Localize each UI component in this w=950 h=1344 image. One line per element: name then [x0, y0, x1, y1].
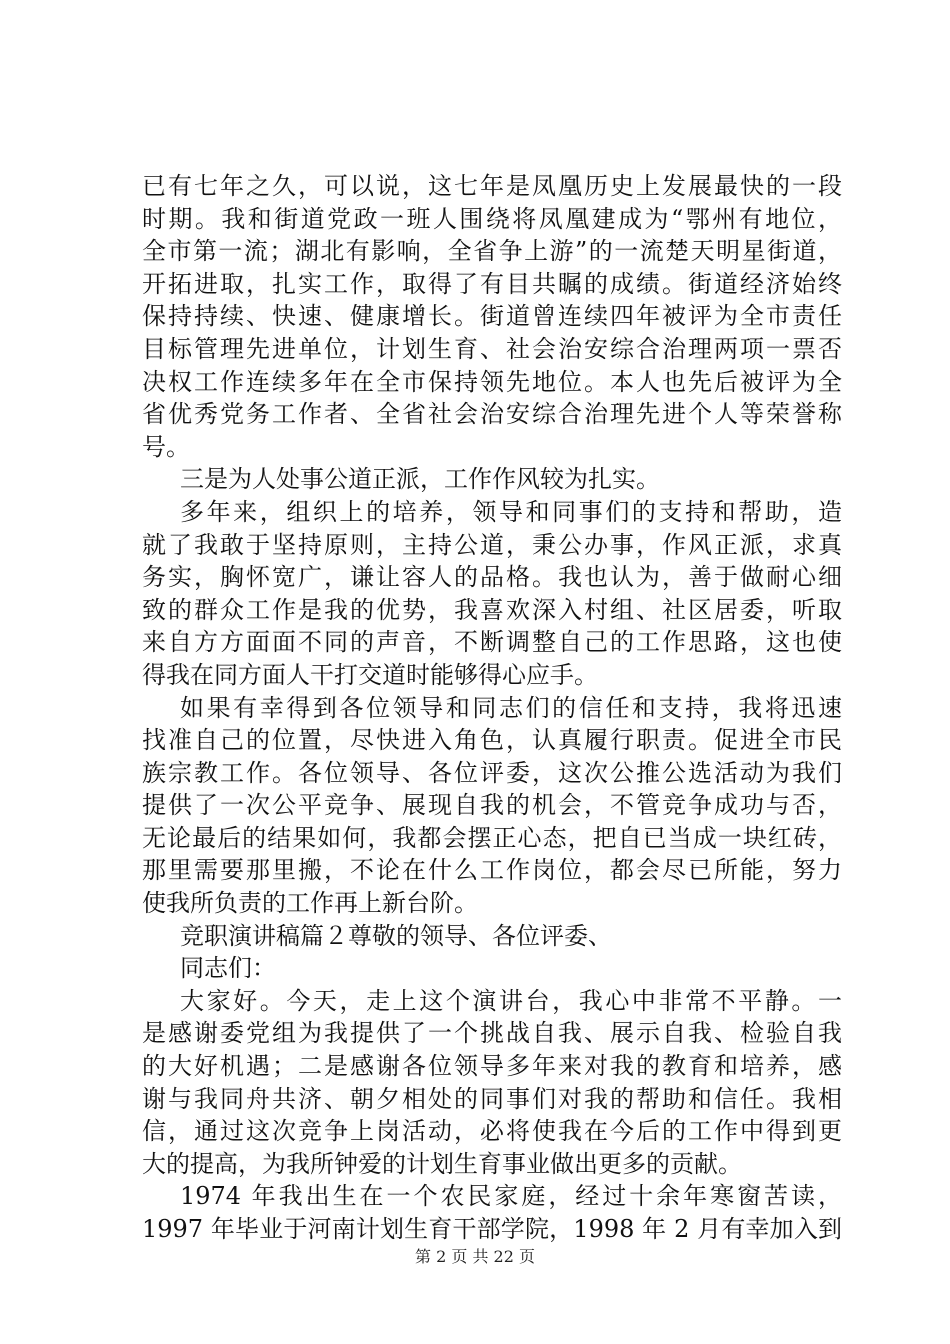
text-line: 省优秀党务工作者、全省社会治安综合治理先进个人等荣誉称 — [142, 400, 842, 429]
text-line: 那里需要那里搬，不论在什么工作岗位，都会尽已所能，努力 — [142, 856, 842, 885]
text-line: 的大好机遇；二是感谢各位领导多年来对我的教育和培养，感 — [142, 1052, 842, 1081]
text-line: 1997 年毕业于河南计划生育干部学院，1998 年 2 月有幸加入到 — [142, 1215, 842, 1243]
text-line: 信，通过这次竞争上岗活动，必将使我在今后的工作中得到更 — [142, 1117, 842, 1146]
page-number-footer: 第 2 页 共 22 页 — [415, 1247, 535, 1266]
text-line: 找准自己的位置，尽快进入角色，认真履行职责。促进全市民 — [142, 726, 842, 755]
text-line: 是感谢委党组为我提供了一个挑战自我、展示自我、检验自我 — [142, 1019, 842, 1048]
section-heading: 三是为人处事公道正派，工作作风较为扎实。 — [180, 465, 660, 494]
salutation: 同志们： — [180, 954, 276, 983]
text-line: 多年来，组织上的培养，领导和同事们的支持和帮助，造 — [180, 497, 842, 526]
text-line: 决权工作连续多年在全市保持领先地位。本人也先后被评为全 — [142, 367, 842, 396]
text-line: 开拓进取，扎实工作，取得了有目共瞩的成绩。街道经济始终 — [142, 269, 842, 298]
text-line: 致的群众工作是我的优势，我喜欢深入村组、社区居委，听取 — [142, 595, 842, 624]
text-line: 务实，胸怀宽广，谦让容人的品格。我也认为，善于做耐心细 — [142, 563, 842, 592]
text-line: 如果有幸得到各位领导和同志们的信任和支持，我将迅速 — [180, 693, 842, 722]
text-line: 来自方方面面不同的声音，不断调整自己的工作思路，这也使 — [142, 628, 842, 657]
text-line: 1974 年我出生在一个农民家庭，经过十余年寒窗苦读， — [180, 1182, 842, 1211]
text-line: 得我在同方面人干打交道时能够得心应手。 — [142, 660, 598, 689]
body-text — [142, 170, 842, 1246]
text-line: 使我所负责的工作再上新台阶。 — [142, 889, 478, 918]
text-line: 时期。我和街道党政一班人围绕将凤凰建成为“鄂州有地位， — [142, 204, 842, 233]
text-line: 号。 — [142, 432, 190, 461]
text-line: 已有七年之久，可以说，这七年是凤凰历史上发展最快的一段 — [142, 172, 842, 200]
text-line: 保持持续、快速、健康增长。街道曾连续四年被评为全市责任 — [142, 302, 842, 331]
text-line: 大的提高，为我所钟爱的计划生育事业做出更多的贡献。 — [142, 1149, 742, 1178]
text-line: 大家好。今天，走上这个演讲台，我心中非常不平静。一 — [180, 986, 842, 1015]
text-line: 就了我敢于坚持原则，主持公道，秉公办事，作风正派，求真 — [142, 530, 842, 559]
section-heading: 竞职演讲稿篇２尊敬的领导、各位评委、 — [180, 921, 612, 950]
text-line: 目标管理先进单位，计划生育、社会治安综合治理两项一票否 — [142, 334, 842, 363]
text-line: 谢与我同舟共济、朝夕相处的同事们对我的帮助和信任。我相 — [142, 1084, 842, 1113]
text-line: 全市第一流；湖北有影响，全省争上游”的一流楚天明星街道， — [142, 237, 842, 266]
text-line: 族宗教工作。各位领导、各位评委，这次公推公选活动为我们 — [142, 758, 842, 787]
text-line: 提供了一次公平竞争、展现自我的机会，不管竞争成功与否， — [142, 791, 842, 820]
text-line: 无论最后的结果如何，我都会摆正心态，把自已当成一块红砖， — [142, 823, 842, 852]
